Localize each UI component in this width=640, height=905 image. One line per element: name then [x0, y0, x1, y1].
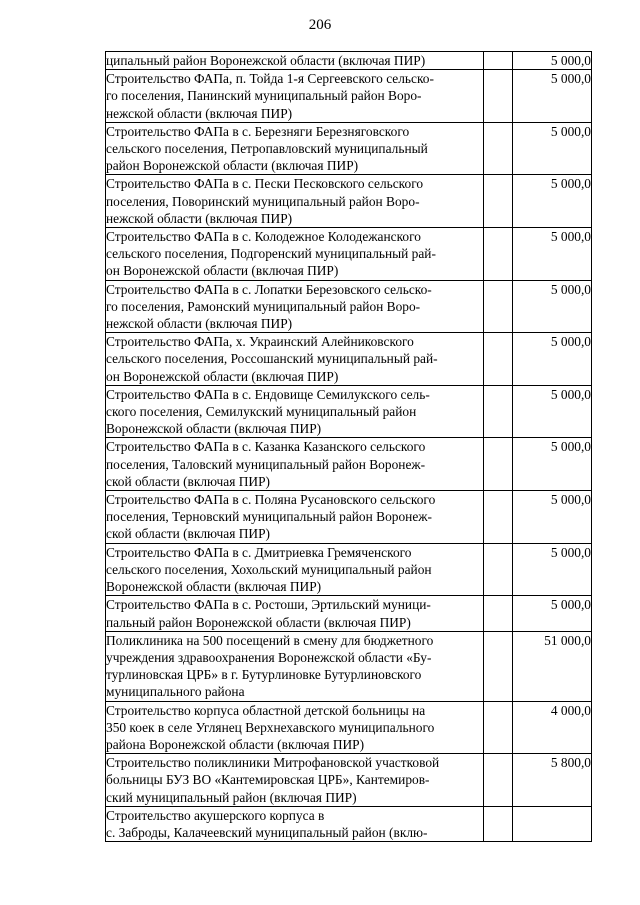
row-amount: 5 800,0 — [513, 754, 592, 807]
table-row — [106, 438, 592, 491]
row-empty-cell — [484, 596, 513, 631]
table-row — [106, 228, 592, 281]
row-description — [106, 754, 484, 807]
description-line: нежской области (включая ПИР) — [106, 210, 293, 226]
row-description — [106, 333, 484, 386]
table-row — [106, 596, 592, 631]
table-row — [106, 175, 592, 228]
description-line: Строительство ФАПа в с. Пески Песковского сельского — [106, 176, 424, 192]
description-line: учреждения здравоохранения Воронежской области «Бу- — [106, 649, 432, 665]
description-line: Строительство ФАПа в с. Казанка Казанского сельского — [106, 439, 426, 455]
table-row — [106, 385, 592, 438]
description-line: Строительство ФАПа в с. Лопатки Березовского сельско- — [106, 281, 432, 297]
row-amount: 5 000,0 — [513, 228, 592, 281]
row-description — [106, 280, 484, 333]
table-row — [106, 806, 592, 841]
row-empty-cell — [484, 280, 513, 333]
table-row — [106, 543, 592, 596]
description-line: ской области (включая ПИР) — [106, 473, 270, 489]
row-empty-cell — [484, 70, 513, 123]
row-amount: 5 000,0 — [513, 385, 592, 438]
table-row — [106, 491, 592, 544]
description-line: район Воронежской области (включая ПИР) — [106, 158, 359, 174]
description-line: Строительство ФАПа в с. Дмитриевка Гремяченского — [106, 544, 412, 560]
row-description — [106, 175, 484, 228]
row-description — [106, 52, 484, 70]
row-description — [106, 631, 484, 701]
description-line: сельского поселения, Петропавловский муниципальный — [106, 141, 428, 157]
row-empty-cell — [484, 543, 513, 596]
row-amount: 51 000,0 — [513, 631, 592, 701]
row-amount: 5 000,0 — [513, 438, 592, 491]
description-line: больницы БУЗ ВО «Кантемировская ЦРБ», Кантемиров- — [106, 772, 430, 788]
description-line: он Воронежской области (включая ПИР) — [106, 263, 339, 279]
row-description — [106, 596, 484, 631]
row-empty-cell — [484, 228, 513, 281]
row-empty-cell — [484, 491, 513, 544]
table-row — [106, 280, 592, 333]
description-line: Строительство ФАПа, х. Украинский Алейниковского — [106, 334, 414, 350]
description-line: он Воронежской области (включая ПИР) — [106, 368, 339, 384]
row-empty-cell — [484, 52, 513, 70]
description-line: Воронежской области (включая ПИР) — [106, 421, 322, 437]
row-empty-cell — [484, 438, 513, 491]
table-row — [106, 52, 592, 70]
page-number: 206 — [308, 17, 332, 33]
row-description — [106, 228, 484, 281]
row-empty-cell — [484, 806, 513, 841]
row-amount: 5 000,0 — [513, 70, 592, 123]
description-line: Воронежской области (включая ПИР) — [106, 579, 322, 595]
description-line: Строительство ФАПа в с. Ростоши, Эртильский муници- — [106, 597, 431, 613]
row-amount: 5 000,0 — [513, 122, 592, 175]
row-amount: 5 000,0 — [513, 491, 592, 544]
description-line: поселения, Терновский муниципальный район Воронеж- — [106, 509, 432, 525]
description-line: района Воронежской области (включая ПИР) — [106, 736, 365, 752]
description-line: 350 коек в селе Углянец Верхнехавского муниципального — [106, 719, 435, 735]
description-line: Поликлиника на 500 посещений в смену для бюджетного — [106, 632, 434, 648]
row-amount: 5 000,0 — [513, 543, 592, 596]
description-line: муниципального района — [106, 684, 245, 700]
description-line: поселения, Поворинский муниципальный район Воро- — [106, 193, 420, 209]
description-line: Строительство ФАПа в с. Березняги Березняговского — [106, 123, 410, 139]
description-line: Строительство акушерского корпуса в — [106, 807, 325, 823]
description-line: сельского поселения, Россошанский муниципальный рай- — [106, 351, 438, 367]
description-line: нежской области (включая ПИР) — [106, 316, 293, 332]
description-line: ского поселения, Семилукский муниципальный район — [106, 404, 417, 420]
description-line: нежской области (включая ПИР) — [106, 105, 293, 121]
row-empty-cell — [484, 385, 513, 438]
row-description — [106, 491, 484, 544]
description-line: Строительство ФАПа в с. Колодежное Колодежанского — [106, 229, 421, 245]
table-row — [106, 631, 592, 701]
table-row — [106, 70, 592, 123]
description-line: с. Заброды, Калачеевский муниципальный район (вклю- — [106, 824, 428, 840]
description-line: Строительство ФАПа в с. Поляна Русановского сельского — [106, 492, 436, 508]
table-row — [106, 701, 592, 754]
row-amount — [513, 806, 592, 841]
row-amount: 5 000,0 — [513, 280, 592, 333]
table-row — [106, 754, 592, 807]
row-empty-cell — [484, 701, 513, 754]
description-line: пальный район Воронежской области (включая ПИР) — [106, 614, 411, 630]
row-empty-cell — [484, 333, 513, 386]
description-line: го поселения, Рамонский муниципальный район Воро- — [106, 298, 421, 314]
row-description — [106, 385, 484, 438]
description-line: Строительство поликлиники Митрофановской участковой — [106, 755, 440, 771]
row-amount: 5 000,0 — [513, 596, 592, 631]
description-line: сельского поселения, Хохольский муниципальный район — [106, 561, 432, 577]
description-line: Строительство корпуса областной детской больницы на — [106, 702, 426, 718]
row-description — [106, 438, 484, 491]
row-amount: 4 000,0 — [513, 701, 592, 754]
description-line: ципальный район Воронежской области (включая ПИР) — [106, 53, 426, 68]
row-description — [106, 806, 484, 841]
row-description — [106, 543, 484, 596]
description-line: го поселения, Панинский муниципальный район Воро- — [106, 88, 422, 104]
table-body — [106, 52, 592, 842]
row-amount: 5 000,0 — [513, 52, 592, 70]
row-empty-cell — [484, 122, 513, 175]
row-description — [106, 701, 484, 754]
row-empty-cell — [484, 175, 513, 228]
description-line: ский муниципальный район (включая ПИР) — [106, 789, 357, 805]
row-empty-cell — [484, 631, 513, 701]
row-amount: 5 000,0 — [513, 333, 592, 386]
description-line: турлиновская ЦРБ» в г. Бутурлиновке Бутурлиновского — [106, 667, 422, 683]
description-line: ской области (включая ПИР) — [106, 526, 270, 542]
description-line: поселения, Таловский муниципальный район Воронеж- — [106, 456, 426, 472]
row-empty-cell — [484, 754, 513, 807]
description-line: Строительство ФАПа, п. Тойда 1-я Сергеевского сельско- — [106, 71, 434, 87]
table-row — [106, 122, 592, 175]
table-row — [106, 333, 592, 386]
row-amount: 5 000,0 — [513, 175, 592, 228]
budget-table — [105, 51, 592, 842]
row-description — [106, 122, 484, 175]
description-line: Строительство ФАПа в с. Ендовище Семилукского сель- — [106, 386, 430, 402]
description-line: сельского поселения, Подгоренский муниципальный рай- — [106, 246, 436, 262]
row-description — [106, 70, 484, 123]
